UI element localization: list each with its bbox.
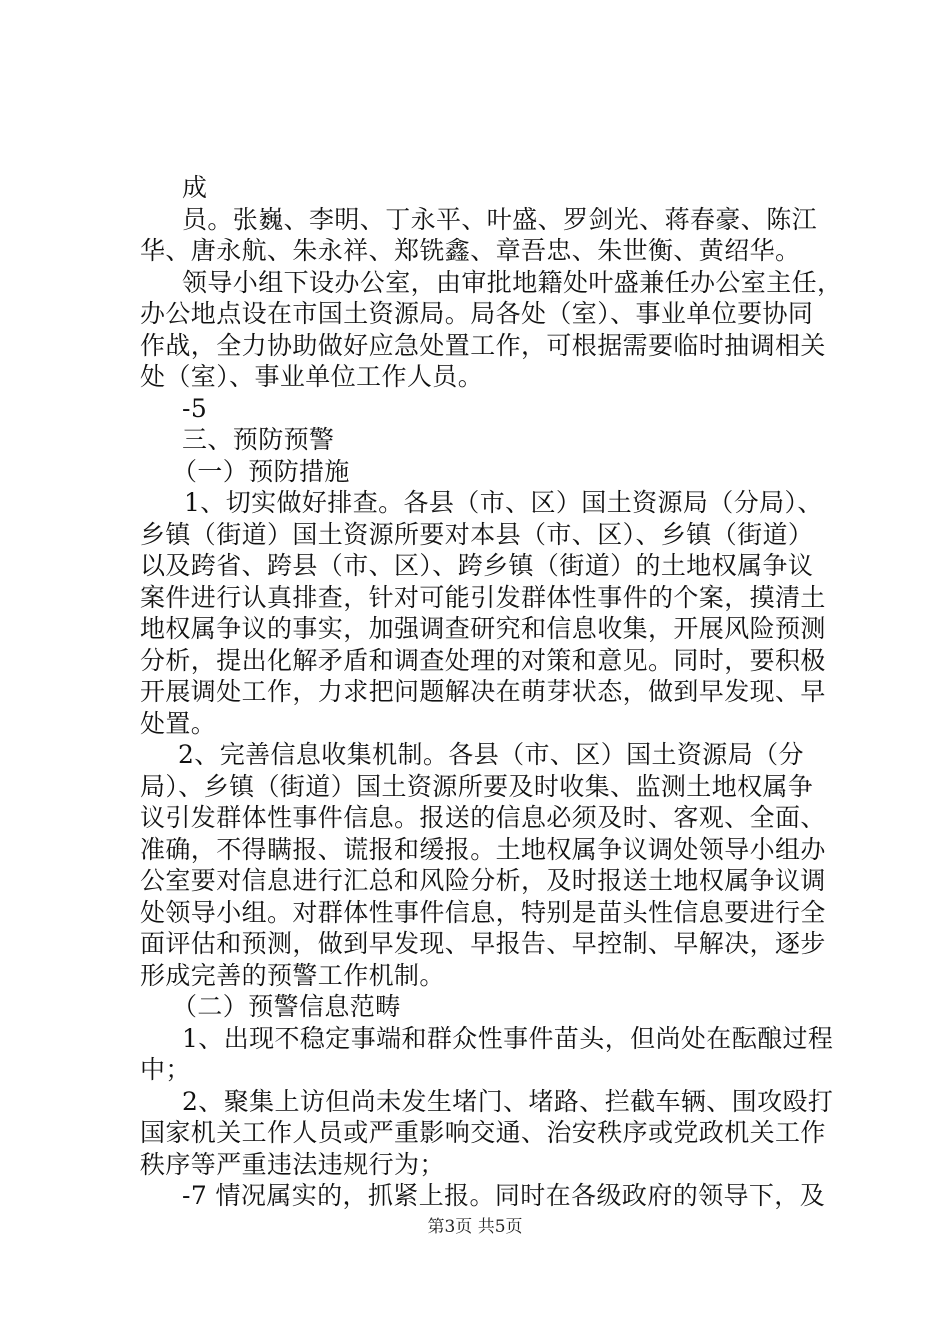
- page-footer: 第3页 共5页: [427, 1217, 523, 1237]
- text-line: 办公地点设在市国土资源局。局各处（室）、事业单位要协同: [140, 299, 814, 328]
- text-line: 中；: [140, 1055, 191, 1084]
- text-line: 国家机关工作人员或严重影响交通、治安秩序或党政机关工作: [140, 1118, 826, 1147]
- page-marker: -5: [182, 393, 208, 423]
- text-line: 公室要对信息进行汇总和风险分析，及时报送土地权属争议调: [140, 866, 826, 895]
- document-body: [140, 172, 843, 1212]
- section-heading: 三、预防预警: [182, 425, 335, 454]
- text-line: 局）、乡镇（街道）国土资源所要及时收集、监测土地权属争: [140, 771, 814, 801]
- text-line: 处领导小组。对群体性事件信息，特别是苗头性信息要进行全: [140, 897, 826, 927]
- text-line: 2、完善信息收集机制。各县（市、区）国土资源局（分: [178, 740, 804, 769]
- text-line: 处（室）、事业单位工作人员。: [140, 362, 484, 391]
- text-line: 面评估和预测，做到早发现、早报告、早控制、早解决，逐步: [140, 929, 826, 958]
- subsection-heading: （二）预警信息范畴: [172, 992, 401, 1021]
- text-line: 形成完善的预警工作机制。: [140, 960, 445, 990]
- subsection-heading: （一）预防措施: [172, 456, 350, 486]
- text-line: 领导小组下设办公室，由审批地籍处叶盛兼任办公室主任，: [182, 267, 843, 297]
- text-line: 华、唐永航、朱永祥、郑铣鑫、章吾忠、朱世衡、黄绍华。: [140, 236, 801, 265]
- text-line: 秩序等严重违法违规行为；: [140, 1149, 445, 1179]
- text-line: 开展调处工作，力求把问题解决在萌芽状态，做到早发现、早: [140, 677, 826, 706]
- text-line: 2、聚集上访但尚未发生堵门、堵路、拦截车辆、围攻殴打: [182, 1086, 834, 1116]
- text-line: 员。张巍、李明、丁永平、叶盛、罗剑光、蒋春豪、陈江: [182, 204, 818, 234]
- text-line: 以及跨省、跨县（市、区）、跨乡镇（街道）的土地权属争议: [140, 551, 814, 580]
- text-line: 作战，全力协助做好应急处置工作，可根据需要临时抽调相关: [140, 330, 826, 360]
- text-line: 分析，提出化解矛盾和调查处理的对策和意见。同时，要积极: [140, 645, 826, 675]
- text-line: 地权属争议的事实，加强调查研究和信息收集，开展风险预测: [140, 614, 826, 643]
- text-line: 1、切实做好排查。各县（市、区）国土资源局（分局）、: [184, 488, 823, 517]
- text-line: 成: [182, 173, 208, 202]
- text-line: 处置。: [140, 708, 217, 738]
- text-line: 1、出现不稳定事端和群众性事件苗头，但尚处在酝酿过程: [182, 1023, 834, 1053]
- text-line: 准确，不得瞒报、谎报和缓报。土地权属争议调处领导小组办: [140, 834, 826, 864]
- text-line: 案件进行认真排查，针对可能引发群体性事件的个案，摸清土: [140, 582, 826, 612]
- text-line: -7 情况属实的，抓紧上报。同时在各级政府的领导下，及: [182, 1181, 826, 1210]
- text-line: 议引发群体性事件信息。报送的信息必须及时、客观、全面、: [140, 803, 826, 832]
- text-line: 乡镇（街道）国土资源所要对本县（市、区）、乡镇（街道）: [140, 519, 814, 549]
